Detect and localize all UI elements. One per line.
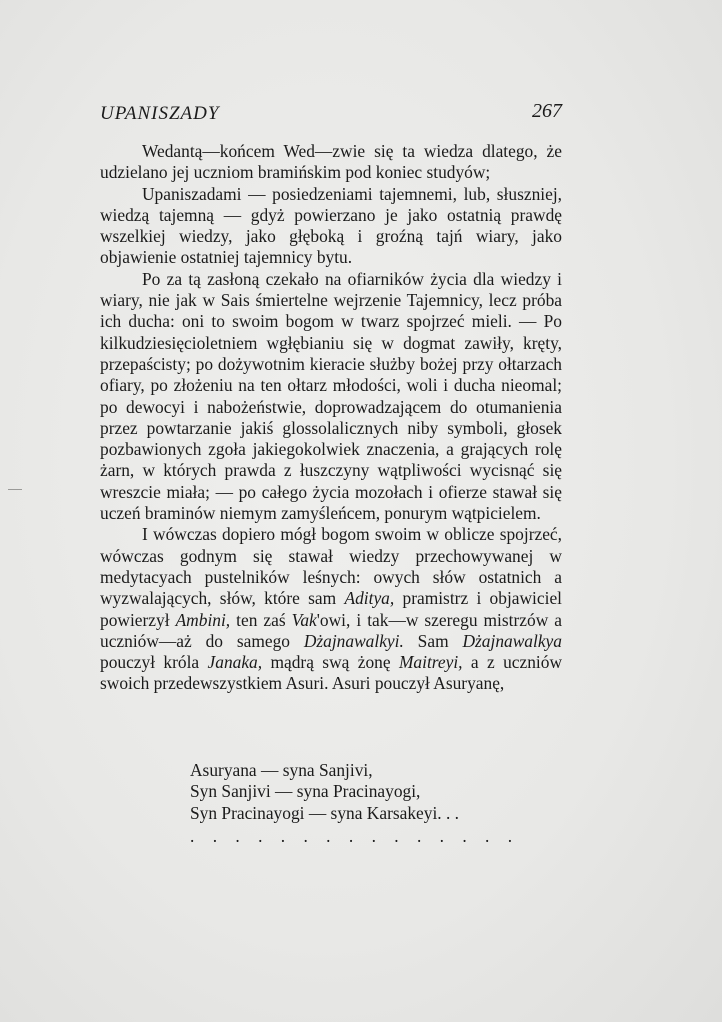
verse-line: Asuryana — syna Sanjivi, xyxy=(190,760,373,780)
paragraph xyxy=(100,269,562,525)
text-run: mądrą swą żonę xyxy=(262,652,399,673)
text-run: a z uczniów swoich przedewszystkiem Asuri. Asuri pouczył Asuryanę, xyxy=(100,652,562,694)
body-text xyxy=(100,141,562,695)
text-run: 'owi, i tak—w szeregu mistrzów a uczniów—aż do samego xyxy=(100,609,562,651)
verse-line: Syn Pracinayogi — syna Karsakeyi. . . xyxy=(190,802,460,823)
italic-name: Maitreyi, xyxy=(398,652,463,673)
italic-name: Ambini, xyxy=(175,609,231,630)
text-run: I wówczas dopiero mógł bogom swoim w oblicze spojrzeć, wówczas godnym się stawał wiedzy przechowywanej w medytacyach pustelników leśnych: owych słów ostatnich a wyzwalających, słów, które sam xyxy=(100,524,562,609)
verse-line: Syn Sanjivi — syna Pracinayogi, xyxy=(190,781,421,802)
text-run: pouczył króla xyxy=(100,652,208,673)
italic-name: Janaka, xyxy=(207,652,263,673)
running-title: UPANISZADY xyxy=(100,103,220,124)
italic-name: Vak xyxy=(291,609,317,630)
italic-name: Dżajnawalkyi. xyxy=(303,630,404,651)
text-run: Po za tą zasłoną czekało na ofiarników życia dla wiedzy i wiary, nie jak w Sais śmiertelne wejrzenie Tajemnicy, lecz próba ich ducha: oni to swoim bogom w twarz spojrzeć mieli. — Po kilkudziesięcioletniem wgłębianiu się w dogmat zawiły, kręty, przepaścisty; po dożywotnim kieracie służby bożej przy ołtarzach ofiary, po złożeniu na ten ołtarz młodości, woli i ducha nieomal; po dewocyi i nabożeństwie, doprowadzającem do otumanienia przez powtarzanie jakiś glossolalicznych niby symboli, głosek pozbawionych zgoła jakiegokolwiek znaczenia, a grających rolę żarn, w których prawda z łuszczyny wątpliwości wycisnąć się wreszcie miała; — po całego życia mozołach i ofierze stawał się uczeń braminów niemym zamyśleńcem, ponurym wątpicielem. xyxy=(100,268,562,524)
ellipsis-dots: . . . . . . . . . . . . . . . xyxy=(190,825,520,846)
italic-name: Dżajnawalkya xyxy=(462,630,562,651)
verse-block xyxy=(190,760,520,847)
italic-name: Aditya, xyxy=(344,588,395,609)
paragraph xyxy=(100,141,562,184)
text-run: pramistrz i objawiciel powierzył xyxy=(100,588,562,630)
text-run: ten zaś xyxy=(230,609,292,630)
margin-mark xyxy=(8,489,22,490)
page-number: 267 xyxy=(532,100,562,122)
paragraph xyxy=(100,524,562,694)
page-header xyxy=(100,100,562,126)
text-run: Upaniszadami — posiedzeniami tajemnemi, lub, słuszniej, wiedzą tajemną — gdyż powierzano je jako ostatnią prawdę wszelkiej wiedzy, jako głęboką i groźną tajń wiary, jako objawienie ostatniej tajemnicy bytu. xyxy=(100,183,562,268)
text-run: Sam xyxy=(403,630,463,651)
paragraph xyxy=(100,184,562,269)
text-run: Wedantą—końcem Wed—zwie się ta wiedza dlatego, że udzielano jej uczniom bramińskim pod koniec studyów; xyxy=(100,141,562,183)
